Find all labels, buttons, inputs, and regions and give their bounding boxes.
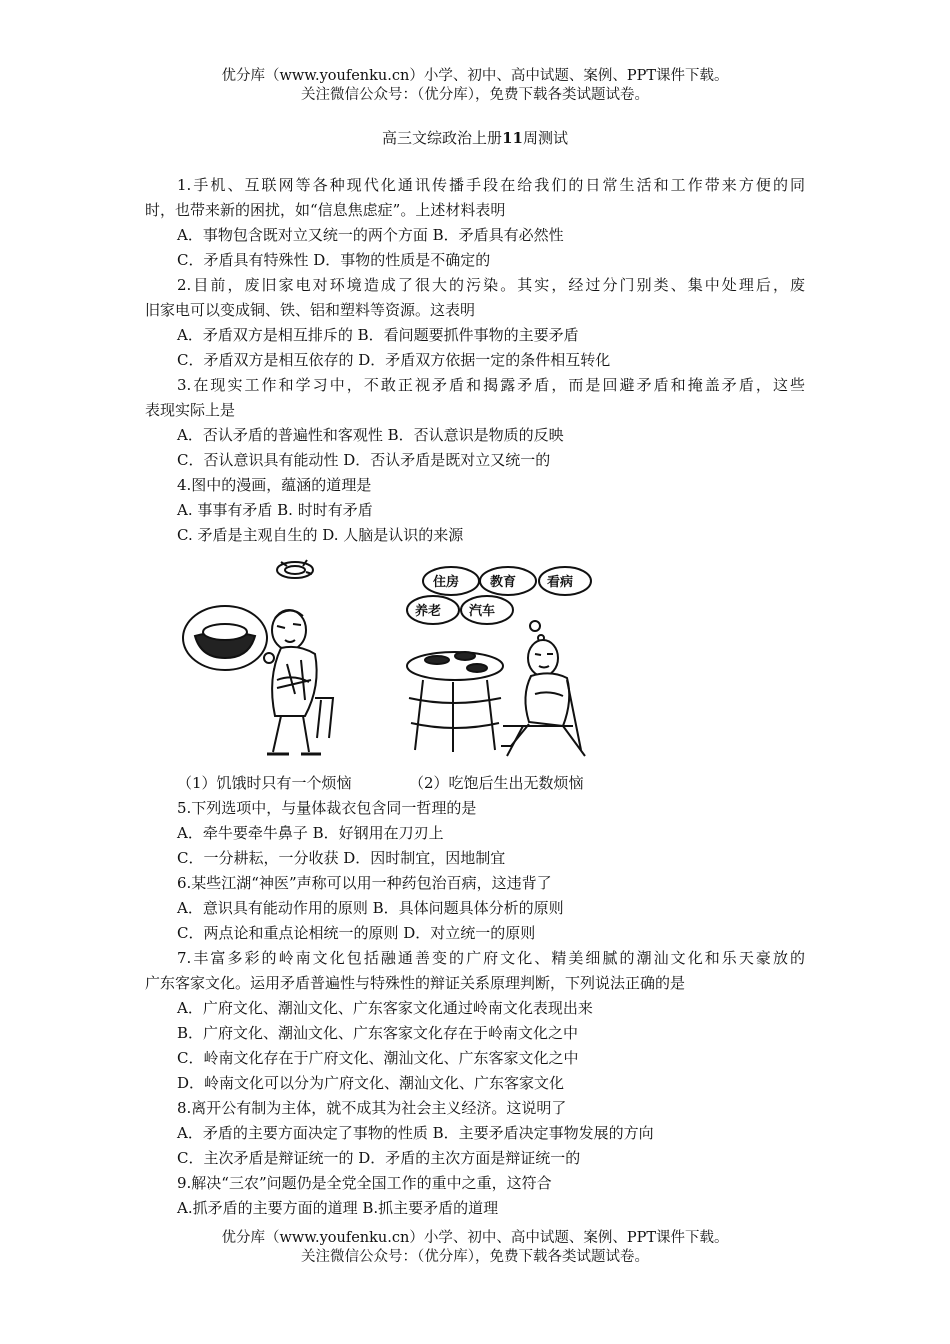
q7-stem-1: 7.丰富多彩的岭南文化包括融通善变的广府文化、精美细腻的潮汕文化和乐天豪放的 bbox=[177, 949, 805, 967]
worry-bubble-housing: 住房 bbox=[433, 575, 460, 590]
q2-stem-1: 2.目前，废旧家电对环境造成了很大的污染。其实，经过分门别类、集中处理后，废 bbox=[177, 276, 805, 294]
cartoon-captions bbox=[145, 771, 805, 796]
q1-options-ab: A．事物包含既对立又统一的两个方面 B．矛盾具有必然性 bbox=[177, 226, 564, 244]
title-prefix: 高三文综政治上册 bbox=[382, 129, 503, 147]
question-list bbox=[145, 173, 805, 1221]
q8-options-cd: C．主次矛盾是辩证统一的 D．矛盾的主次方面是辩证统一的 bbox=[177, 1149, 581, 1167]
page-title bbox=[0, 127, 950, 148]
q2-options-cd: C．矛盾双方是相互依存的 D．矛盾双方依据一定的条件相互转化 bbox=[177, 351, 611, 369]
q9-options-ab: A.抓矛盾的主要方面的道理 B.抓主要矛盾的道理 bbox=[177, 1199, 499, 1217]
footer-line-2: 关注微信公众号：（优分库），免费下载各类试题试卷。 bbox=[301, 1249, 649, 1265]
caption-panel-1: （1）饥饿时只有一个烦恼 bbox=[177, 774, 352, 792]
title-suffix: 周测试 bbox=[522, 129, 568, 147]
q1-options-cd: C．矛盾具有特殊性 D．事物的性质是不确定的 bbox=[177, 251, 491, 269]
cartoon-panel-hungry bbox=[177, 548, 367, 768]
q7-option-c: C．岭南文化存在于广府文化、潮汕文化、广东客家文化之中 bbox=[177, 1049, 579, 1067]
q4-options-ab: A. 事事有矛盾 B. 时时有矛盾 bbox=[177, 501, 373, 519]
q3-options-cd: C．否认意识具有能动性 D．否认矛盾是既对立又统一的 bbox=[177, 451, 551, 469]
q1-stem-1: 1.手机、互联网等各种现代化通讯传播手段在给我们的日常生活和工作带来方便的同 bbox=[177, 176, 805, 194]
worry-bubble-pension: 养老 bbox=[415, 604, 442, 619]
q8-options-ab: A．矛盾的主要方面决定了事物的性质 B．主要矛盾决定事物发展的方向 bbox=[177, 1124, 654, 1142]
q5-stem: 5.下列选项中，与量体裁衣包含同一哲理的是 bbox=[177, 799, 477, 817]
q7-stem-2: 广东客家文化。运用矛盾普遍性与特殊性的辩证关系原理判断，下列说法正确的是 bbox=[145, 974, 686, 992]
q2-options-ab: A．矛盾双方是相互排斥的 B．看问题要抓件事物的主要矛盾 bbox=[177, 326, 579, 344]
q6-stem: 6.某些江湖“神医”声称可以用一种药包治百病，这违背了 bbox=[177, 874, 552, 892]
q6-options-cd: C．两点论和重点论相统一的原则 D．对立统一的原则 bbox=[177, 924, 536, 942]
worry-bubble-healthcare: 看病 bbox=[547, 575, 574, 590]
q6-options-ab: A．意识具有能动作用的原则 B．具体问题具体分析的原则 bbox=[177, 899, 564, 917]
q2-stem-2: 旧家电可以变成铜、铁、铝和塑料等资源。这表明 bbox=[145, 301, 476, 319]
q5-options-cd: C．一分耕耘，一分收获 D．因时制宜，因地制宜 bbox=[177, 849, 506, 867]
caption-panel-2: （2）吃饱后生出无数烦恼 bbox=[409, 774, 584, 792]
q1-stem-2: 时，也带来新的困扰，如“信息焦虑症”。上述材料表明 bbox=[145, 201, 506, 219]
q3-stem-1: 3.在现实工作和学习中，不敢正视矛盾和揭露矛盾，而是回避矛盾和掩盖矛盾，这些 bbox=[177, 376, 805, 394]
worry-bubble-car: 汽车 bbox=[469, 604, 496, 619]
header-line-1: 优分库（www.youfenku.cn）小学、初中、高中试题、案例、PPT课件下载。 bbox=[221, 68, 729, 84]
q4-options-cd: C. 矛盾是主观自生的 D. 人脑是认识的来源 bbox=[177, 526, 464, 544]
q9-stem: 9.解决“三农”问题仍是全党全国工作的重中之重，这符合 bbox=[177, 1174, 552, 1192]
worry-bubble-education: 教育 bbox=[490, 575, 517, 590]
header-line-2: 关注微信公众号：（优分库），免费下载各类试题试卷。 bbox=[301, 87, 649, 103]
footer-line-1: 优分库（www.youfenku.cn）小学、初中、高中试题、案例、PPT课件下载。 bbox=[221, 1230, 729, 1246]
q3-options-ab: A．否认矛盾的普遍性和客观性 B．否认意识是物质的反映 bbox=[177, 426, 564, 444]
q7-option-a: A．广府文化、潮汕文化、广东客家文化通过岭南文化表现出来 bbox=[177, 999, 593, 1017]
q4-stem: 4.图中的漫画，蕴涵的道理是 bbox=[177, 476, 372, 494]
q3-stem-2: 表现实际上是 bbox=[145, 401, 236, 419]
q7-option-d: D．岭南文化可以分为广府文化、潮汕文化、广东客家文化 bbox=[177, 1074, 565, 1092]
q7-option-b: B．广府文化、潮汕文化、广东客家文化存在于岭南文化之中 bbox=[177, 1024, 579, 1042]
cartoon-figure bbox=[145, 548, 805, 771]
q5-options-ab: A．牵牛要牵牛鼻子 B．好钢用在刀刃上 bbox=[177, 824, 444, 842]
cartoon-panel-fed bbox=[403, 548, 593, 768]
q8-stem: 8.离开公有制为主体，就不成其为社会主义经济。这说明了 bbox=[177, 1099, 567, 1117]
title-week: 11 bbox=[502, 129, 523, 147]
